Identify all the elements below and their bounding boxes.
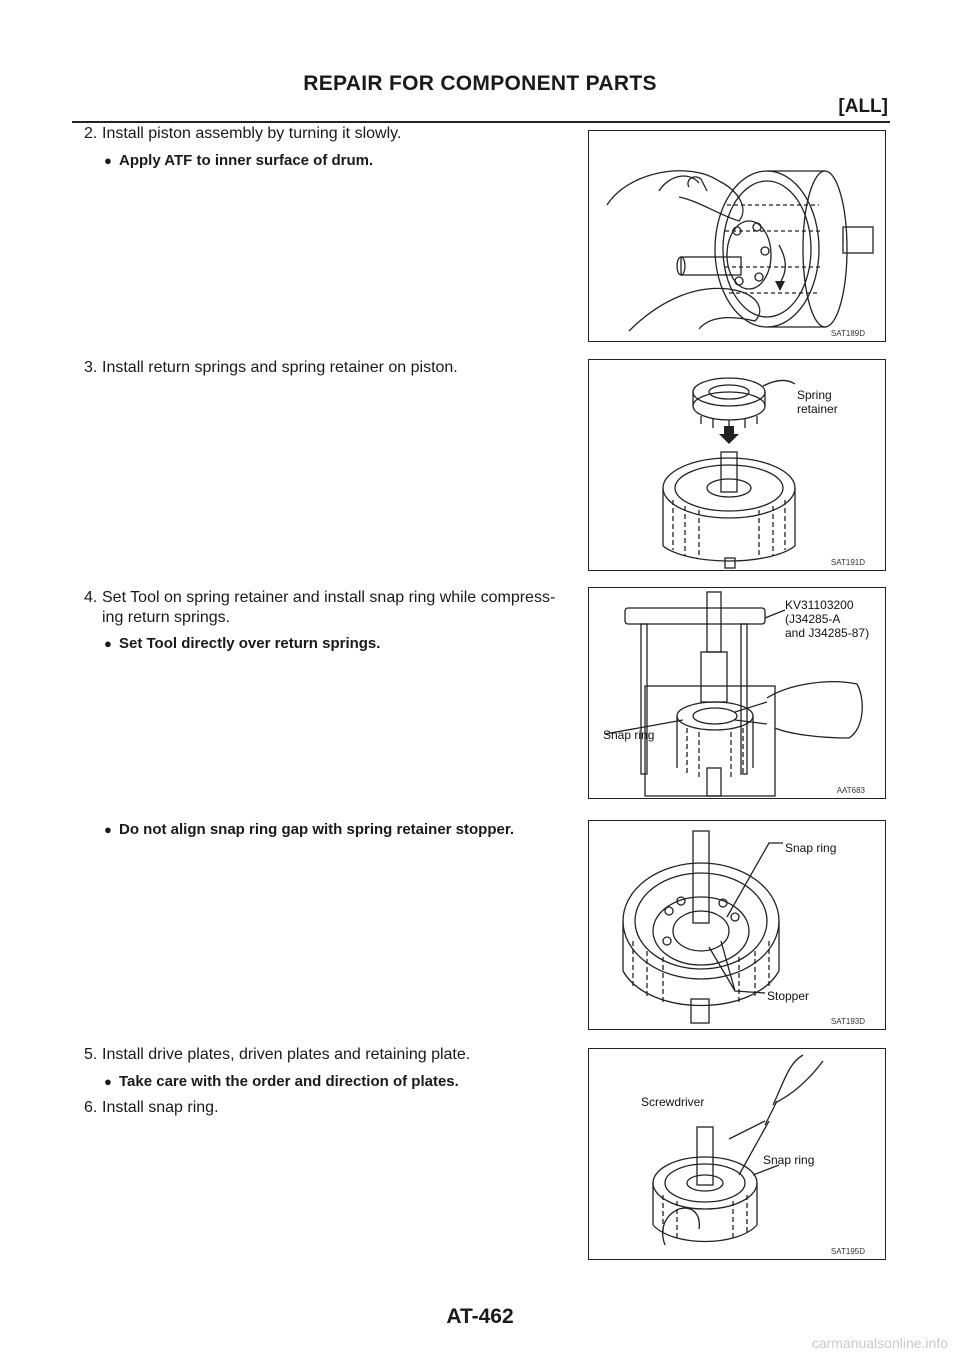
step-3 (84, 358, 576, 378)
page-number: AT-462 (446, 1305, 514, 1328)
figure-install-snap-ring (588, 1048, 886, 1260)
screwdriver-snap-ring-illustration (589, 1049, 885, 1259)
figure-snap-ring-stopper (588, 820, 886, 1030)
step-6 (84, 1098, 576, 1118)
step-number: 4. (84, 589, 98, 606)
bullet-icon: ● (104, 153, 112, 168)
section-tag: [ALL] (838, 96, 888, 117)
step-text: Install piston assembly by turning it slowly. (102, 125, 402, 142)
figure-code: SAT193D (830, 1017, 865, 1026)
bullet-set-tool (104, 634, 574, 654)
figure-set-tool (588, 587, 886, 799)
callout-snap-ring: Snap ring (603, 728, 655, 742)
step-text-line1: Set Tool on spring retainer and install snap ring while compress- (102, 589, 556, 606)
step-number: 6. (84, 1099, 98, 1116)
step-number: 3. (84, 359, 98, 376)
page-title: REPAIR FOR COMPONENT PARTS (303, 72, 657, 95)
step-2 (84, 124, 576, 144)
bullet-text: Take care with the order and direction of plates. (119, 1073, 459, 1090)
callout-screwdriver: Screwdriver (641, 1095, 705, 1109)
step-number: 2. (84, 125, 98, 142)
header-rule (72, 121, 890, 123)
bullet-text: Apply ATF to inner surface of drum. (119, 152, 374, 169)
callout-snap-ring: Snap ring (785, 841, 837, 855)
spring-retainer-illustration (589, 360, 885, 570)
callout-tool-number: KV31103200 (J34285-A and J34285-87) (785, 598, 870, 640)
figure-return-springs (588, 359, 886, 571)
watermark: carmanualsonline.info (811, 1335, 948, 1351)
bullet-text: Do not align snap ring gap with spring retainer stopper. (119, 821, 515, 838)
callout-snap-ring: Snap ring (763, 1153, 815, 1167)
figure-code: SAT189D (830, 329, 865, 338)
snap-ring-stopper-illustration (589, 821, 885, 1029)
bullet-snap-ring-gap (104, 820, 574, 840)
figure-code: SAT191D (830, 558, 865, 567)
figure-code: AAT683 (836, 786, 865, 795)
figure-install-piston (588, 130, 886, 342)
step-4 (84, 588, 576, 628)
step-number: 5. (84, 1046, 98, 1063)
step-text: Install return springs and spring retainer on piston. (102, 359, 458, 376)
bullet-apply-atf (104, 151, 574, 171)
step-text: Install drive plates, driven plates and retaining plate. (102, 1046, 471, 1063)
bullet-text: Set Tool directly over return springs. (119, 635, 381, 652)
callout-stopper: Stopper (767, 989, 810, 1003)
bullet-icon: ● (104, 822, 112, 837)
piston-drum-illustration (589, 131, 885, 341)
step-text-line2: ing return springs. (102, 609, 231, 626)
bullet-plate-order (104, 1072, 574, 1092)
step-5 (84, 1045, 576, 1065)
down-arrow-icon (719, 426, 739, 444)
bullet-icon: ● (104, 636, 112, 651)
figure-code: SAT195D (830, 1247, 865, 1256)
bullet-icon: ● (104, 1074, 112, 1089)
step-text: Install snap ring. (102, 1099, 219, 1116)
arrow-icon (775, 281, 785, 291)
callout-spring-retainer: Spring retainer (797, 388, 838, 416)
